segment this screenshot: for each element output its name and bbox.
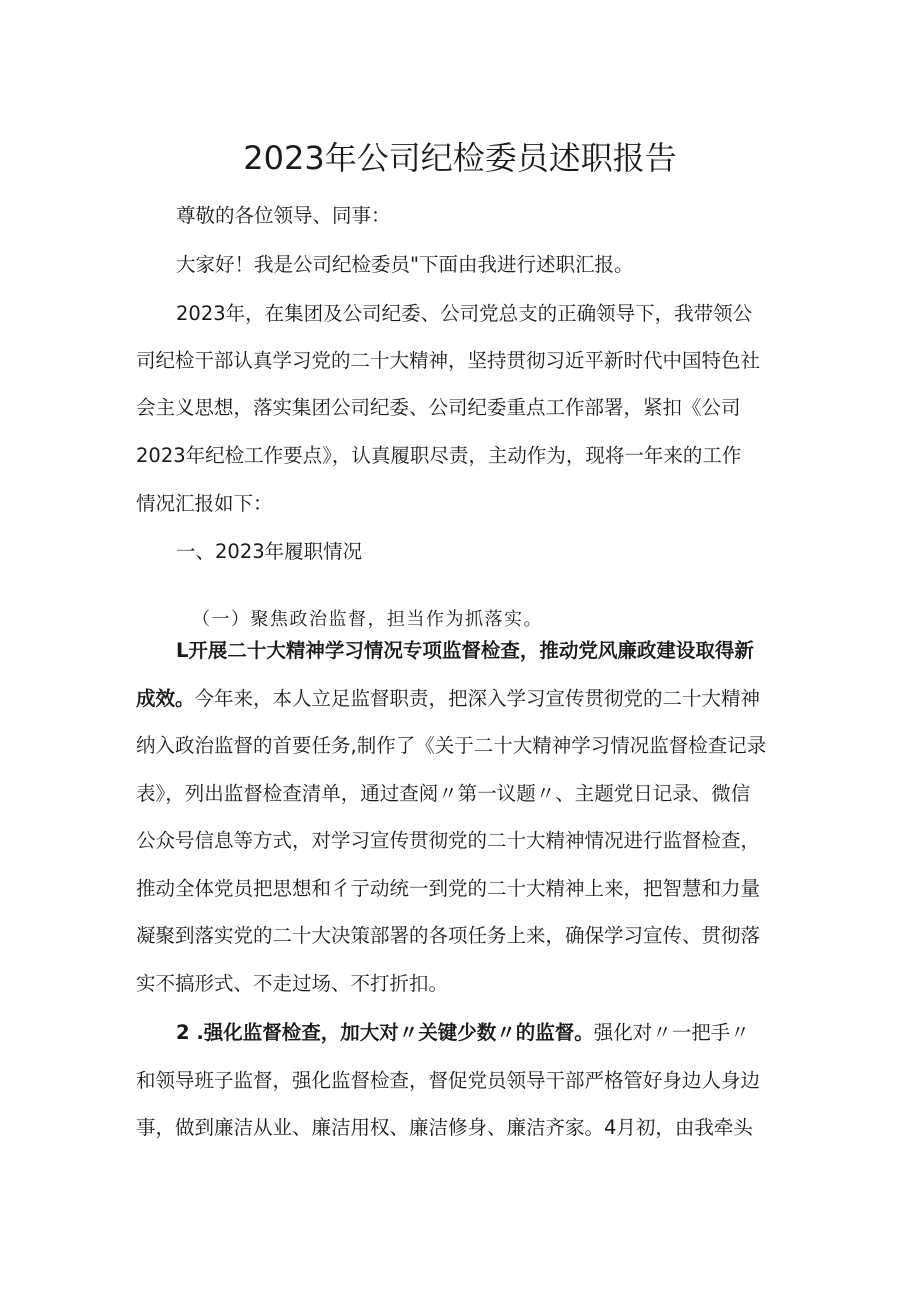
- item-1-line: 表》，列出监督检查清单，通过查阅〃第一议题〃、主题党日记录、微信: [136, 782, 751, 805]
- intro-line: 司纪检干部认真学习党的二十大精神，坚持贯彻习近平新时代中国特色社: [136, 349, 761, 372]
- item-1-heading: L开展二十大精神学习情况专项监督检查，推动党风廉政建设取得新: [176, 639, 754, 662]
- greeting-paragraph: 大家好！我是公司纪检委员"下面由我进行述职汇报。: [176, 253, 634, 276]
- item-1-heading-end: 成效。: [136, 687, 195, 710]
- intro-line: 会主义思想，落实集团公司纪委、公司纪委重点工作部署，紧扣《公司: [136, 396, 741, 419]
- intro-line: 情况汇报如下：: [136, 492, 273, 515]
- intro-line: 2023年纪检工作要点》，认真履职尽责，主动作为，现将一年来的工作: [136, 444, 742, 467]
- salutation: 尊敬的各位领导、同事：: [176, 204, 391, 227]
- item-2-text: 强化对〃一把手〃: [593, 1021, 750, 1044]
- document-title: 2023年公司纪检委员述职报告: [243, 139, 677, 177]
- item-1-line: [136, 684, 786, 714]
- item-2-heading: 2 .强化监督检查，加大对〃关键少数〃的监督。: [176, 1021, 594, 1044]
- item-1-line: 实不搞形式、不走过场、不打折扣。: [136, 972, 449, 995]
- item-1-line: 推动全体党员把思想和彳亍动统一到党的二十大精神上来，把智慧和力量: [136, 877, 761, 900]
- intro-line: 2023年，在集团及公司纪委、公司党总支的正确领导下，我带领公: [176, 302, 753, 325]
- item-1-line: 公众号信息等方式，对学习宣传贯彻党的二十大精神情况进行监督检查，: [136, 829, 761, 852]
- section-heading: 一、2023年履职情况: [176, 540, 363, 563]
- item-2-line: [176, 1018, 826, 1048]
- item-1-line: 纳入政治监督的首要任务,制作了《关于二十大精神学习情况监督检查记录: [136, 734, 767, 757]
- item-2-line: 和领导班子监督，强化监督检查，督促党员领导干部严格管好身边人身边: [136, 1069, 761, 1092]
- item-1-line: 凝聚到落实党的二十大决策部署的各项任务上来，确保学习宣传、贯彻落: [136, 924, 761, 947]
- subsection-heading: （一）聚焦政治监督，担当作为抓落实。: [192, 609, 543, 630]
- item-1-text: 今年来，本人立足监督职责，把深入学习宣传贯彻党的二十大精神: [194, 687, 761, 710]
- item-2-line: 事，做到廉洁从业、廉洁用权、廉洁修身、廉洁齐家。4月初，由我牵头: [136, 1116, 753, 1139]
